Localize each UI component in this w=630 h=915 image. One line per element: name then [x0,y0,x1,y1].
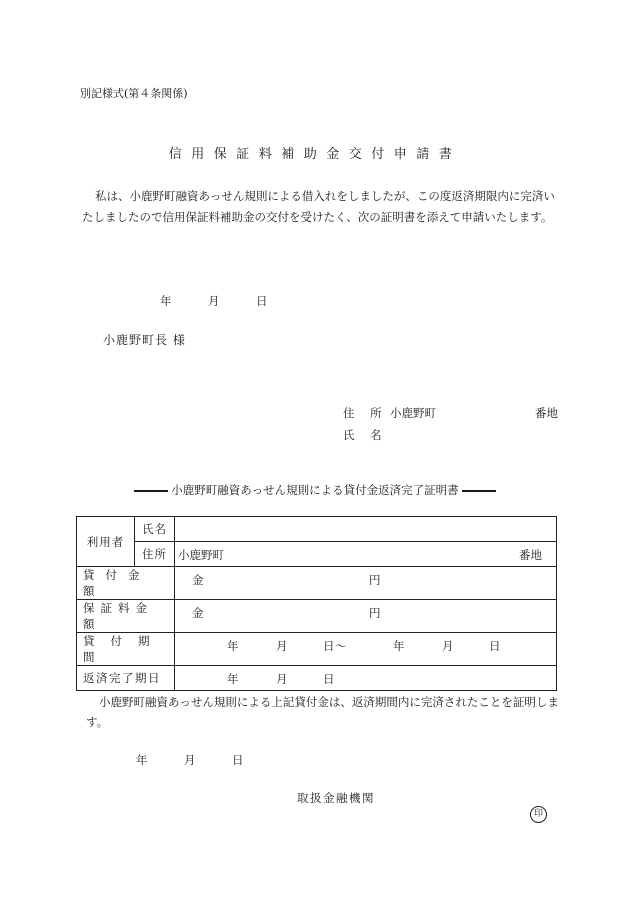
loan-amount-field[interactable] [175,567,557,600]
applicant-name-label: 氏 名 [343,428,388,442]
certificate-heading [0,482,630,498]
application-text: 私は、小鹿野町融資あっせん規則による借入れをしましたが、この度返済期限内に完済いたしましたので信用保証料補助金の交付を受けたく、次の証明書を添えて申請いたします。 [82,189,555,224]
applicant-address-town: 小鹿野町 [390,406,436,420]
name-label: 氏名 [135,517,175,542]
application-date-month: 月 [208,294,220,308]
user-label: 利用者 [77,517,135,567]
table-row [77,517,557,542]
repayment-month: 月 [276,672,288,686]
heading-rule-right [462,490,496,492]
address-banchi: 番地 [519,548,542,562]
repayment-date-label: 返済完了期日 [77,666,175,691]
guarantee-fee-suffix: 円 [369,606,381,620]
certification-text: 小鹿野町融資あっせん規則による上記貸付金は、返済期間内に完済されたことを証明します。 [86,695,559,729]
certification-date-month: 月 [184,753,196,767]
loan-amount-label: 貸付金額 [77,567,175,600]
loan-amount-prefix: 金 [192,573,204,587]
period-end-month: 月 [442,639,454,653]
address-label: 住所 [135,542,175,567]
table-row [77,567,557,600]
table-row [77,666,557,691]
guarantee-fee-label: 保証料金額 [77,600,175,633]
period-end-day: 日 [489,639,501,653]
period-end-year: 年 [393,639,405,653]
guarantee-fee-field[interactable] [175,600,557,633]
period-start-day: 日 [323,639,335,653]
repayment-date-field[interactable] [175,666,557,691]
addressee: 小鹿野町長 様 [103,333,186,347]
form-title: 信用保証料補助金交付申請書 [168,147,462,162]
period-start-month: 月 [276,639,288,653]
address-field[interactable] [175,542,557,567]
table-row [77,600,557,633]
name-field[interactable] [175,517,557,542]
application-date-day: 日 [256,294,268,308]
guarantee-fee-prefix: 金 [192,606,204,620]
loan-period-field[interactable] [175,633,557,666]
heading-rule-left [134,490,168,492]
application-date-year: 年 [160,294,172,308]
applicant-address-banchi: 番地 [535,406,558,420]
seal-mark: 印 [530,806,547,823]
address-town: 小鹿野町 [178,548,224,562]
table-row [77,542,557,567]
certificate-title: 小鹿野町融資あっせん規則による貸付金返済完了証明書 [171,483,459,497]
form-id: 別記様式(第４条関係) [80,87,188,100]
loan-amount-suffix: 円 [369,573,381,587]
certification-date-year: 年 [136,753,148,767]
loan-period-label: 貸付期間 [77,633,175,666]
table-row [77,633,557,666]
certificate-table [76,516,557,691]
certification-date-day: 日 [232,753,244,767]
repayment-year: 年 [227,672,239,686]
period-start-year: 年 [227,639,239,653]
financial-institution-label: 取扱金融機関 [297,791,375,805]
applicant-address-label: 住 所 [343,406,388,420]
repayment-day: 日 [323,672,335,686]
period-range-mark: 〜 [335,639,347,653]
